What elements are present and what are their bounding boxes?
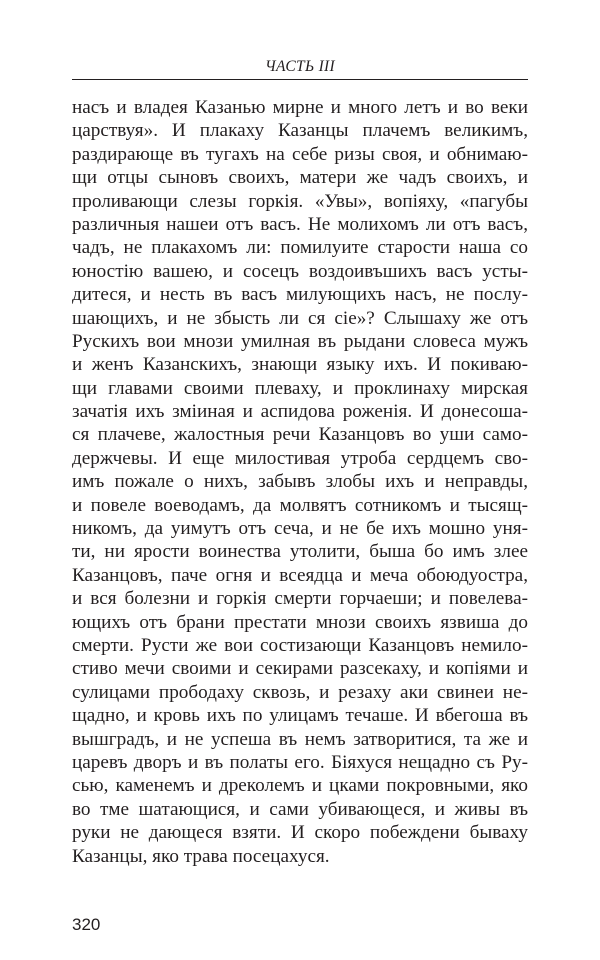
text-line: вышградъ, и не успеша въ немъ затворитися, та же и [72,728,528,750]
text-line: смерти. Русти же вои состизающи Казанцовъ немило- [72,634,528,656]
text-line: руки не дающеся взяти. И скоро побеждени бываху [72,822,528,844]
text-line: чадъ, не плакахомъ ли: помилуите старости наша со [72,237,528,259]
text-line: зачатія ихъ зміиная и аспидова роженія. И донесоша- [72,401,528,423]
text-line: щи отцы сыновъ своихъ, матери же чадъ своихъ, и [72,167,528,189]
text-line: проливающи слезы горкія. «Увы», вопіяху, «пагубы [72,190,528,212]
text-line: держчевы. И еще милостивая утроба сердцемъ сво- [72,447,528,469]
text-line: и вся болезни и горкія смерти горчаеши; и повелева- [72,588,528,610]
text-line: шающихъ, и не збысть ли ся сіе»? Слышаху же отъ [72,307,528,329]
text-line: ся плачеве, жалостныя речи Казанцовъ во уши само- [72,424,528,446]
text-line: царствуя». И плакаху Казанцы плачемъ великимъ, [72,120,528,142]
text-line: щи главами своими плеваху, и проклинаху мирская [72,377,528,399]
text-line: дитеся, и несть въ васъ милующихъ насъ, не послу- [72,284,528,306]
text-line: имъ пожале о нихъ, забывъ злобы ихъ и неправды, [72,471,528,493]
text-line: ющихъ отъ брани престати мнози своихъ язвиша до [72,611,528,633]
running-head: ЧАСТЬ III [265,58,335,75]
text-line: во тме шатающися, и сами убивающеся, и живы въ [72,798,528,820]
text-line: насъ и владея Казанью мирне и много летъ и во веки [72,97,528,118]
page-number: 320 [72,915,101,934]
header-rule [72,79,528,80]
text-line: царевъ дворъ и въ полаты его. Біяхуся нещадно съ Ру- [72,751,528,773]
text-line: никомъ, да уимутъ отъ сеча, и не бе ихъ мошно уня- [72,518,528,540]
text-line: раздирающе въ тугахъ на себе ризы своя, и обнимаю- [72,143,528,165]
text-line: Рускихъ вои мнози умилная въ рыдани словеса мужъ [72,330,528,352]
text-line: различныя нашеи отъ васъ. Не молихомъ ли отъ васъ, [72,213,528,235]
text-line: ти, ни ярости воинества утолити, быша бо имъ злее [72,541,528,563]
text-line: юностію вашею, и сосецъ воздоивъшихъ васъ усты- [72,260,528,282]
text-line: щадно, и кровь ихъ по улицамъ течаше. И вбегоша въ [72,705,528,727]
text-line: и женъ Казанскихъ, знающи языку ихъ. И покиваю- [72,354,528,376]
text-line: Казанцовъ, паче огня и всеядца и меча обоюдуостра, [72,564,528,586]
text-line: стиво мечи своими и секирами разсекаху, и копіями и [72,658,528,680]
text-line: сью, каменемъ и дреколемъ и цками покровными, яко [72,775,528,797]
body-text [72,96,528,868]
text-line: и повеле воеводамъ, да молвятъ сотникомъ и тысящ- [72,494,528,516]
text-line: сулицами прободаху сквозь, и резаху аки свинеи не- [72,681,528,703]
text-line: Казанцы, яко трава посецахуся. [72,845,330,867]
